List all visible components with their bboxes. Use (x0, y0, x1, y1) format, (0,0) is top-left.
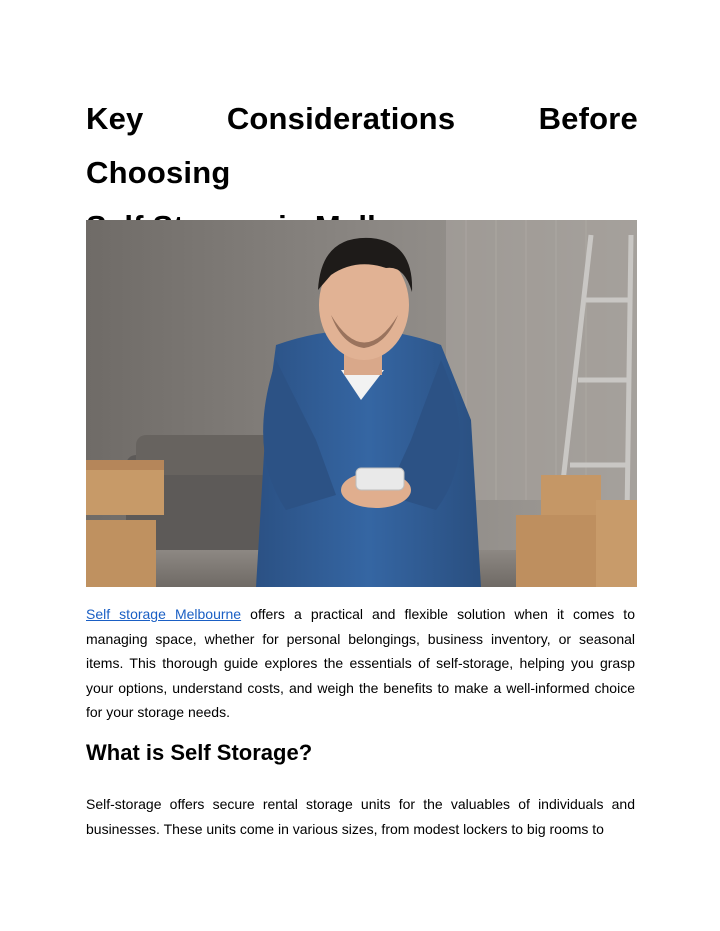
self-storage-link[interactable]: Self storage Melbourne (86, 606, 242, 622)
intro-text: offers a practical and flexible solution when it comes to managing space, whether for personal belongings, business inventory, or seasonal items. This thorough guide explores the essentials of self-storage, helping you grasp your options, understand costs, and weigh the benefits to make a well-informed choice for your storage needs. (86, 606, 635, 720)
photo-man-with-phone-icon (86, 220, 637, 587)
section-paragraph: Self-storage offers secure rental storage units for the valuables of individuals and businesses. These units come in various sizes, from modest lockers to big rooms to (86, 796, 635, 837)
intro-paragraph (86, 602, 635, 725)
section-heading: What is Self Storage? (86, 740, 313, 765)
title-line-1: Key Considerations Before Choosing (86, 101, 638, 190)
